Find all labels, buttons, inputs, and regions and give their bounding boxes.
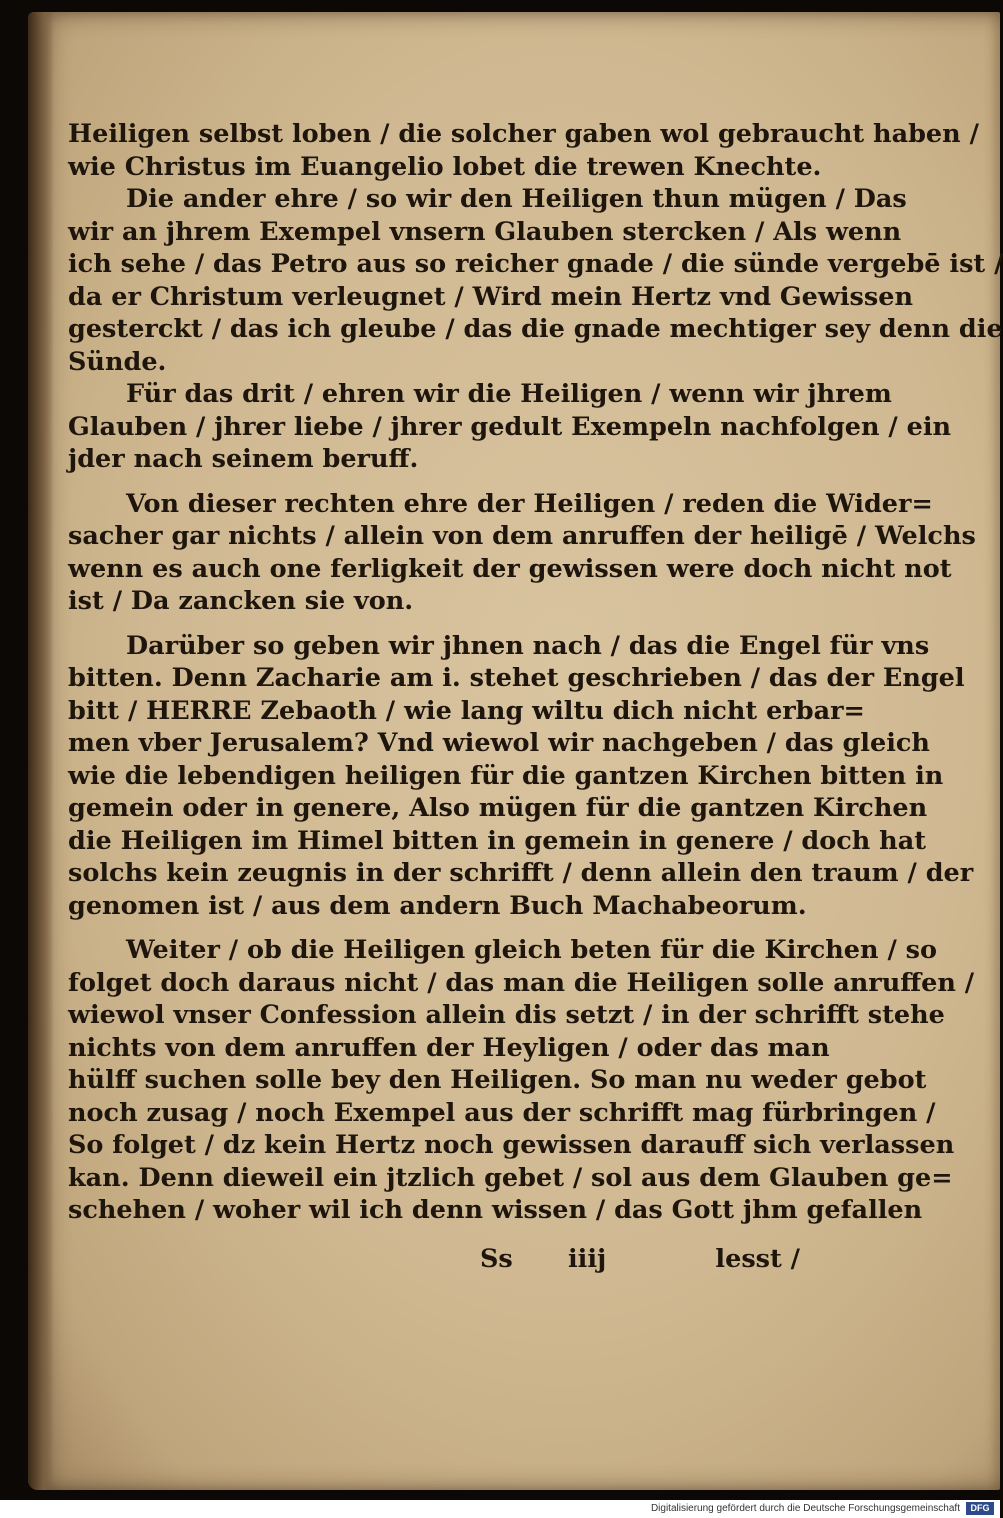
text-line: bitt / HERRE Zebaoth / wie lang wiltu dich nicht erbar= xyxy=(68,695,865,726)
text-line: sacher gar nichts / allein von dem anruffen der heiligē / Welchs xyxy=(68,521,976,551)
text-line: noch zusag / noch Exempel aus der schrifft mag fürbringen / xyxy=(68,1097,936,1128)
text-line: wiewol vnser Confession allein dis setzt / in der schrifft stehe xyxy=(68,1000,945,1030)
text-line: Weiter / ob die Heiligen gleich beten für die Kirchen / so xyxy=(126,935,937,965)
text-line: gemein oder in genere, Also mügen für die gantzen Kirchen xyxy=(68,793,928,823)
text-line: nichts von dem anruffen der Heyligen / oder das man xyxy=(68,1032,830,1063)
text-line: Darüber so geben wir jhnen nach / das die Engel für vns xyxy=(126,630,930,661)
text-line: wie die lebendigen heiligen für die gantzen Kirchen bitten in xyxy=(68,760,944,791)
page-text xyxy=(68,118,1003,1227)
text-line: kan. Denn dieweil ein jtzlich gebet / sol aus dem Glauben ge= xyxy=(68,1162,953,1193)
paragraph-gap xyxy=(68,618,800,630)
signature-number: iiij xyxy=(568,1244,607,1274)
text-line: genomen ist / aus dem andern Buch Machabeorum. xyxy=(68,890,807,921)
funding-banner xyxy=(0,1500,1000,1518)
text-line: Heiligen selbst loben / die solcher gaben wol gebraucht haben / xyxy=(68,119,979,149)
text-line: wie Christus im Euangelio lobet die trewen Knechte. xyxy=(68,151,822,182)
text-line: Glauben / jhrer liebe / jhrer gedult Exempeln nachfolgen / ein xyxy=(68,411,952,442)
text-line: folget doch daraus nicht / das man die Heiligen solle anruffen / xyxy=(68,967,975,998)
text-line: gesterckt / das ich gleube / das die gnade mechtiger sey denn die xyxy=(68,314,1003,344)
text-line: solchs kein zeugnis in der schrifft / denn allein den traum / der xyxy=(68,858,974,888)
text-line: Die ander ehre / so wir den Heiligen thun mügen / Das xyxy=(126,184,907,214)
text-line: Von dieser rechten ehre der Heiligen / reden die Wider= xyxy=(126,488,933,519)
text-line: men vber Jerusalem? Vnd wiewol wir nachgeben / das gleich xyxy=(68,728,930,758)
text-line: So folget / dz kein Hertz noch gewissen darauff sich verlassen xyxy=(68,1130,955,1160)
catchword: lesst / xyxy=(715,1244,800,1274)
text-line: ich sehe / das Petro aus so reicher gnade / die sünde vergebē ist / xyxy=(68,249,1003,279)
text-line: bitten. Denn Zacharie am i. stehet geschrieben / das der Engel xyxy=(68,663,965,693)
page-gutter-shadow xyxy=(28,12,54,1490)
signature-mark: Ss xyxy=(480,1244,513,1274)
page-footer xyxy=(68,1244,800,1280)
funding-text: Digitalisierung gefördert durch die Deutsche Forschungsgemeinschaft xyxy=(650,1503,960,1514)
paragraph-gap xyxy=(68,922,800,934)
text-line: die Heiligen im Himel bitten in gemein in genere / doch hat xyxy=(68,825,927,856)
text-line: jder nach seinem beruff. xyxy=(68,444,419,474)
text-line: da er Christum verleugnet / Wird mein Hertz vnd Gewissen xyxy=(68,281,914,312)
text-line: Für das drit / ehren wir die Heiligen / wenn wir jhrem xyxy=(126,379,892,409)
text-line: wenn es auch one ferligkeit der gewissen were doch nicht not xyxy=(68,553,952,584)
text-line: Sünde. xyxy=(68,346,167,377)
text-line: schehen / woher wil ich denn wissen / das Gott jhm gefallen xyxy=(68,1195,923,1225)
text-line: wir an jhrem Exempel vnsern Glauben stercken / Als wenn xyxy=(68,216,902,247)
dfg-logo: DFG xyxy=(966,1502,994,1515)
text-line: ist / Da zancken sie von. xyxy=(68,586,414,616)
paragraph-gap xyxy=(68,476,800,488)
text-line: hülff suchen solle bey den Heiligen. So man nu weder gebot xyxy=(68,1065,927,1095)
